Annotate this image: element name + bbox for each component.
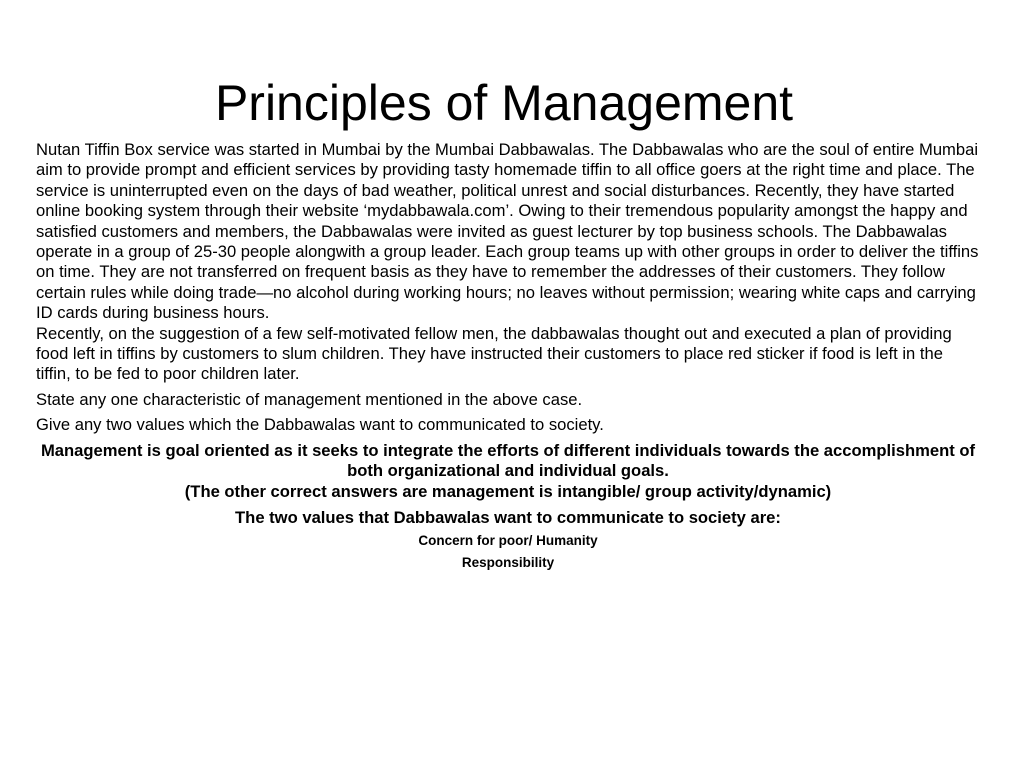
value-2: Responsibility bbox=[461, 555, 555, 571]
slide-title: Principles of Management bbox=[214, 75, 794, 131]
case-paragraph-1: Nutan Tiffin Box service was started in Mumbai by the Mumbai Dabbawalas. The Dabbawalas who are the soul of entire Mumbai aim to provide prompt and efficient services by providing tasty homemade tiffin to all office goers at the right time and place. The service is uninterrupted even on the days of bad weather, political unrest and social disturbances. Recently, they have started online booking system through their website ‘mydabbawala.com’. Owing to their tremendous popularity amongst the happy and satisfied customers and members, the Dabbawalas were invited as guest lecturer by top business schools. The Dabbawalas operate in a group of 25-30 people alongwith a group leader. Each group teams up with other groups in order to deliver the tiffins on time. They are not transferred on frequent basis as they have to remember the addresses of their customers. They follow certain rules while doing trade—no alcohol during working hours; no leaves without permission; wearing white caps and carrying ID cards during business hours. bbox=[36, 140, 979, 323]
answer-1-alternatives: (The other correct answers are management is intangible/ group activity/dynamic) bbox=[184, 481, 832, 501]
slide-body bbox=[36, 140, 980, 572]
case-paragraph-2: Recently, on the suggestion of a few self-motivated fellow men, the dabbawalas thought out and executed a plan of providing food left in tiffins by customers to slum children. They have instructed their customers to place red sticker if food is left in the tiffin, to be fed to poor children later. bbox=[36, 323, 952, 384]
value-1: Concern for poor/ Humanity bbox=[418, 533, 598, 549]
answer-1-block bbox=[36, 441, 980, 502]
question-2: Give any two values which the Dabbawalas want to communicated to society. bbox=[36, 415, 604, 435]
answer-2-heading: The two values that Dabbawalas want to communicate to society are: bbox=[235, 507, 781, 527]
answer-1: Management is goal oriented as it seeks to integrate the efforts of different individuals towards the accomplishment of both organizational and individual goals. bbox=[40, 440, 976, 481]
question-1: State any one characteristic of management mentioned in the above case. bbox=[36, 389, 583, 409]
